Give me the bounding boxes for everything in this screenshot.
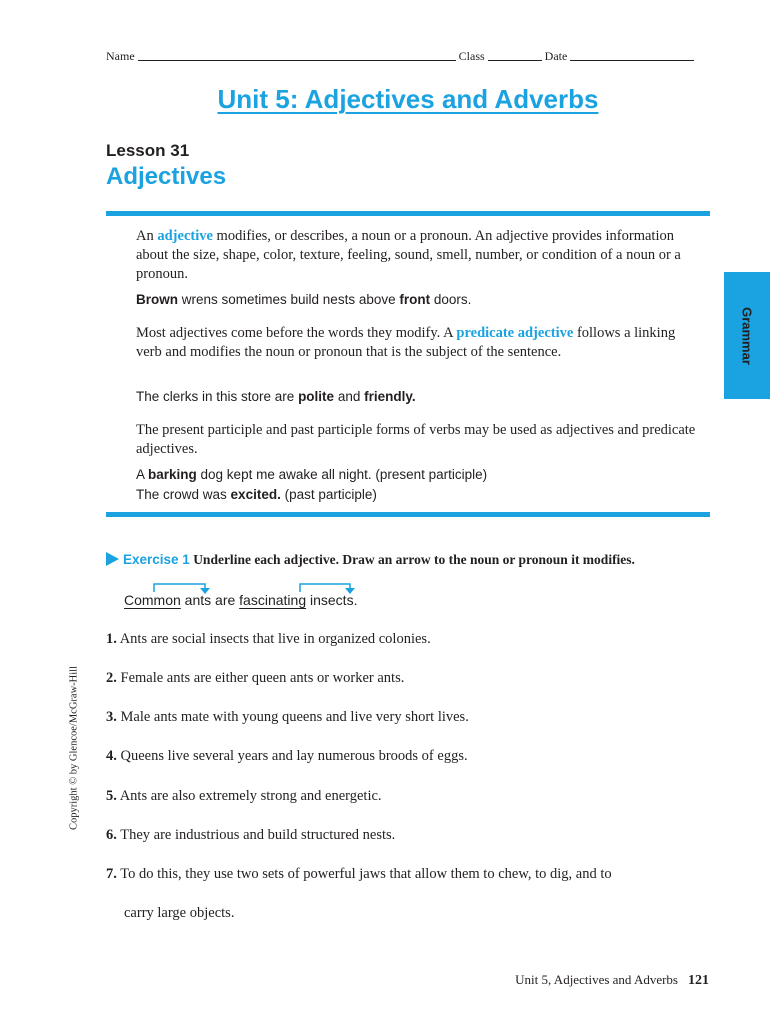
exercise-item[interactable]: 1. Ants are social insects that live in organized colonies. xyxy=(106,631,431,647)
class-label: Class xyxy=(458,49,485,63)
grammar-side-tab xyxy=(724,272,770,399)
name-label: Name xyxy=(106,49,135,63)
sample-adjective-1: Common xyxy=(124,592,181,608)
footer-text: Unit 5, Adjectives and Adverbs xyxy=(515,972,678,987)
term-predicate-adjective: predicate adjective xyxy=(456,325,574,341)
page-footer xyxy=(515,972,709,989)
participle-paragraph: The present participle and past participle forms of verbs may be used as adjectives and predicate adjectives. xyxy=(136,422,696,457)
student-info-line xyxy=(106,49,710,64)
class-field[interactable] xyxy=(488,50,542,61)
side-tab-label: Grammar xyxy=(739,306,755,365)
example-sentence-1: Brown wrens sometimes build nests above front doors. xyxy=(136,292,472,307)
definition-paragraph: An adjective modifies, or describes, a noun or a pronoun. An adjective provides information about the size, shape, color, texture, feeling, sound, smell, number, or condition of a noun or a pronoun. xyxy=(136,228,681,282)
exercise-item[interactable]: 7. To do this, they use two sets of powerful jaws that allow them to chew, to dig, and to xyxy=(106,866,612,882)
bottom-rule xyxy=(106,512,710,517)
sample-arrow-1 xyxy=(154,584,205,592)
copyright-notice: Copyright © by Glencoe/McGraw-Hill xyxy=(68,666,80,830)
exercise-item-continuation: carry large objects. xyxy=(124,905,235,921)
date-label: Date xyxy=(544,49,568,63)
play-arrow-icon xyxy=(106,552,119,566)
name-field[interactable] xyxy=(138,50,456,61)
exercise-label: Exercise 1 xyxy=(123,552,190,567)
predicate-paragraph: Most adjectives come before the words they modify. A predicate adjective follows a linking verb and modifies the noun or pronoun that is the subject of the sentence. xyxy=(136,325,676,360)
exercise-heading xyxy=(106,552,716,568)
example-sentence-4: The crowd was excited. (past participle) xyxy=(136,487,377,502)
top-rule xyxy=(106,211,710,216)
sample-sentence: Common ants are fascinating insects. xyxy=(124,592,358,608)
date-field[interactable] xyxy=(570,50,694,61)
lesson-title: Adjectives xyxy=(106,163,227,190)
exercise-item[interactable]: 4. Queens live several years and lay numerous broods of eggs. xyxy=(106,748,468,764)
lesson-label: Lesson 31 xyxy=(106,141,190,160)
exercise-instruction: Underline each adjective. Draw an arrow to the noun or pronoun it modifies. xyxy=(193,552,635,567)
sample-adjective-2: fascinating xyxy=(239,592,307,608)
page-number: 121 xyxy=(688,973,709,988)
example-sentence-3: A barking dog kept me awake all night. (present participle) xyxy=(136,467,488,482)
unit-title: Unit 5: Adjectives and Adverbs xyxy=(217,84,599,114)
term-adjective: adjective xyxy=(157,228,213,244)
sample-arrow-2 xyxy=(300,584,350,592)
exercise-item[interactable]: 3. Male ants mate with young queens and live very short lives. xyxy=(106,709,469,725)
example-sentence-2: The clerks in this store are polite and friendly. xyxy=(136,389,416,404)
exercise-item[interactable]: 6. They are industrious and build structured nests. xyxy=(106,827,396,843)
exercise-item[interactable]: 5. Ants are also extremely strong and energetic. xyxy=(106,788,382,804)
exercise-item[interactable]: 2. Female ants are either queen ants or worker ants. xyxy=(106,670,405,686)
